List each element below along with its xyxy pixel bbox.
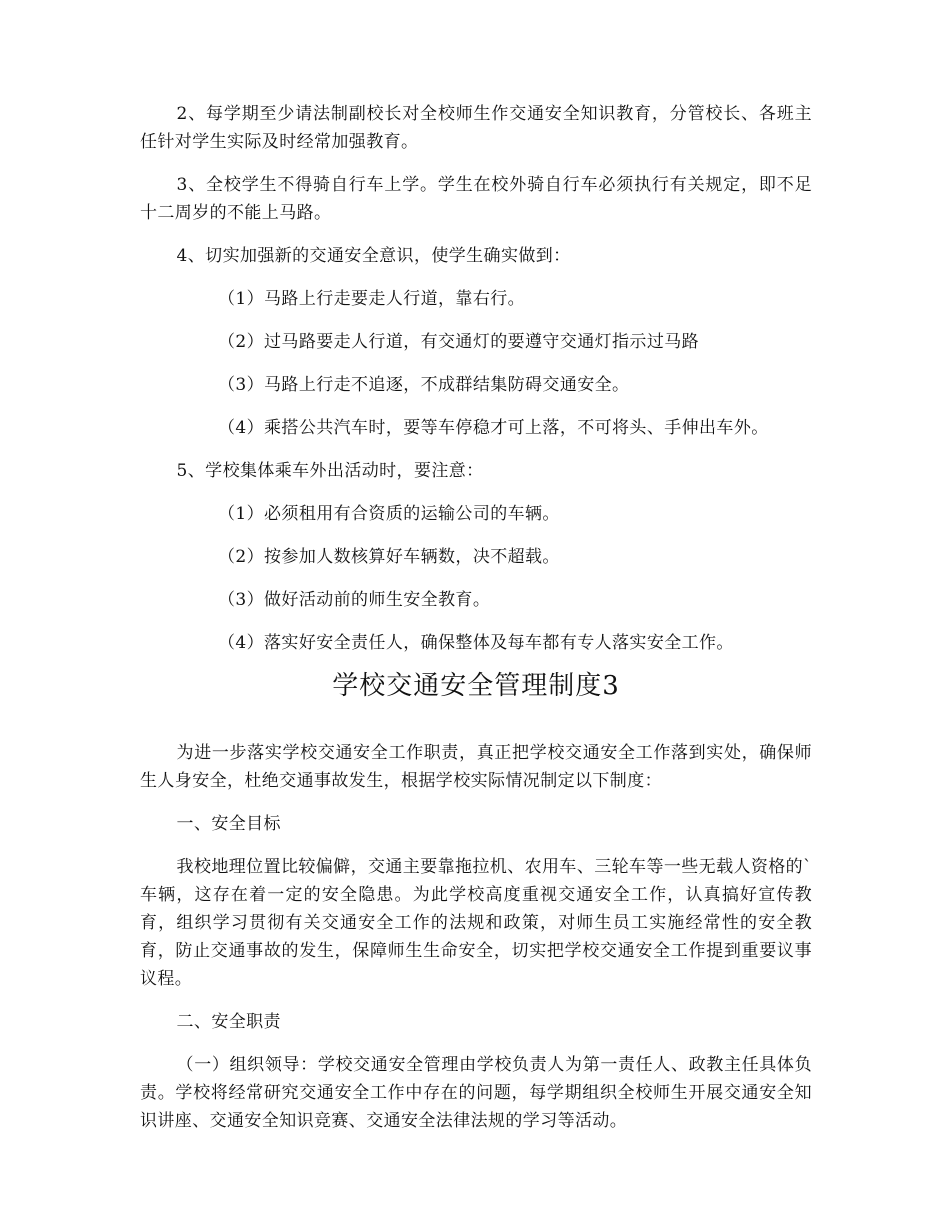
list-item: （4）乘搭公共汽车时，要等车停稳才可上落，不可将头、手伸出车外。: [218, 418, 769, 438]
intro-paragraph: 为进一步落实学校交通安全工作职责，真正把学校交通安全工作落到实处，确保师生人身安全，杜绝交通事故发生，根据学校实际情况制定以下制度：: [140, 743, 812, 791]
heading-safety-goal: 一、安全目标: [176, 814, 281, 834]
list-item: （1）必须租用有合资质的运输公司的车辆。: [218, 504, 560, 524]
section-title: 学校交通安全管理制度3: [332, 671, 620, 701]
paragraph-rule-4: 4、切实加强新的交通安全意识，使学生确实做到：: [176, 246, 571, 266]
list-item: （3）马路上行走不追逐，不成群结集防碍交通安全。: [218, 375, 630, 395]
list-item: （3）做好活动前的师生安全教育。: [218, 590, 491, 610]
heading-safety-duties: 二、安全职责: [176, 1012, 281, 1032]
document-body: [140, 100, 812, 1135]
list-item: （4）落实好安全责任人，确保整体及每车都有专人落实安全工作。: [218, 633, 734, 653]
safety-goal-paragraph: 我校地理位置比较偏僻，交通主要靠拖拉机、农用车、三轮车等一些无载人资格的`车辆，这存在着一定的安全隐患。为此学校高度重视交通安全工作，认真搞好宣传教育，组织学习贯彻有关交通安全工作的法规和政策，对师生员工实施经常性的安全教育，防止交通事故的发生，保障师生生命安全，切实把学校交通安全工作提到重要议事议程。: [140, 857, 812, 989]
list-item: （1）马路上行走要走人行道，靠右行。: [218, 289, 526, 309]
paragraph-rule-5: 5、学校集体乘车外出活动时，要注意：: [176, 461, 484, 481]
paragraph-rule-3: 3、全校学生不得骑自行车上学。学生在校外骑自行车必须执行有关规定，即不足十二周岁的不能上马路。: [140, 175, 812, 223]
list-item: （2）按参加人数核算好车辆数，决不超载。: [218, 547, 560, 567]
paragraph-rule-2: 2、每学期至少请法制副校长对全校师生作交通安全知识教育，分管校长、各班主任针对学生实际及时经常加强教育。: [140, 104, 812, 152]
duty-organization-paragraph: （一）组织领导：学校交通安全管理由学校负责人为第一责任人、政教主任具体负责。学校将经常研究交通安全工作中存在的问题，每学期组织全校师生开展交通安全知识讲座、交通安全知识竞赛、交通安全法律法规的学习等活动。: [140, 1055, 812, 1131]
list-item: （2）过马路要走人行道，有交通灯的要遵守交通灯指示过马路: [218, 332, 700, 352]
